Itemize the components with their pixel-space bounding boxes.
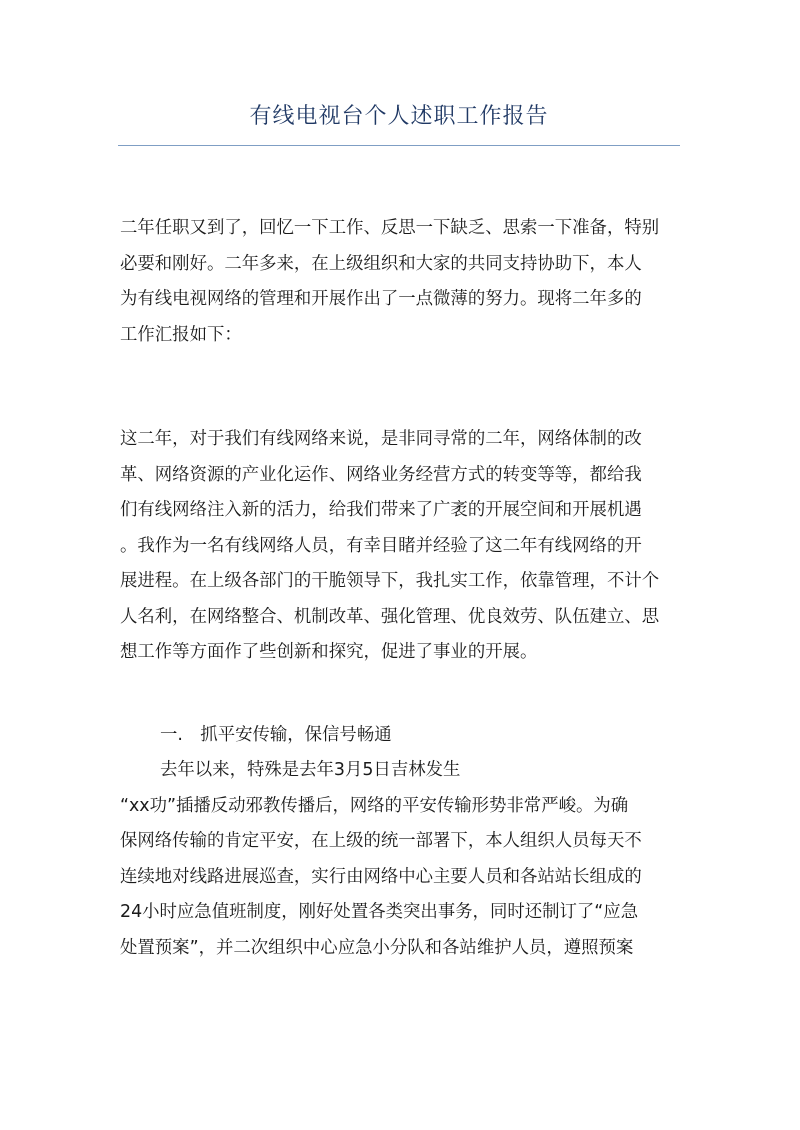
paragraph-line: 们有线网络注入新的活力，给我们带来了广袤的开展空间和开展机遇 xyxy=(120,500,642,520)
paragraph-line: 革、网络资源的产业化运作、网络业务经营方式的转变等等，都给我 xyxy=(120,464,642,485)
section-heading-text: 一. 抓平安传输，保信号畅通 xyxy=(160,725,392,745)
document-title: 有线电视台个人述职工作报告 xyxy=(249,104,549,129)
paragraph-line: 必要和刚好。二年多来，在上级组织和大家的共同支持协助下，本人 xyxy=(120,253,642,274)
paragraph-line: “xx功”插播反动邪教传播后，网络的平安传输形势非常严峻。为确 xyxy=(120,795,629,816)
paragraph-line: 保网络传输的肯定平安，在上级的统一部署下，本人组织人员每天不 xyxy=(120,831,642,851)
paragraph-line: 。我作为一名有线网络人员，有幸目睹并经验了这二年有线网络的开 xyxy=(120,535,642,556)
paragraph-line: 想工作等方面作了些创新和探究，促进了事业的开展。 xyxy=(120,642,538,662)
paragraph-line: 人名利，在网络整合、机制改革、强化管理、优良效劳、队伍建立、思 xyxy=(120,606,660,627)
paragraph-line: 二年任职又到了，回忆一下工作、反思一下缺乏、思索一下准备，特别 xyxy=(120,218,660,238)
paragraph-line: 去年以来，特殊是去年3月5日吉林发生 xyxy=(160,760,461,780)
paragraph-line: 为有线电视网络的管理和开展作出了一点微薄的努力。现将二年多的 xyxy=(120,289,642,309)
paragraph-line: 连续地对线路进展巡查，实行由网络中心主要人员和各站站长组成的 xyxy=(120,866,642,887)
paragraph-overview xyxy=(120,422,680,671)
paragraph-section-1 xyxy=(120,753,680,966)
title-divider xyxy=(118,145,680,146)
paragraph-line: 24小时应急值班制度，刚好处置各类突出事务，同时还制订了“应急 xyxy=(120,902,639,922)
paragraph-line: 处置预案”，并二次组织中心应急小分队和各站维护人员，遵照预案 xyxy=(120,937,634,958)
paragraph-line: 工作汇报如下： xyxy=(120,324,242,345)
paragraph-line: 这二年，对于我们有线网络来说，是非同寻常的二年，网络体制的改 xyxy=(120,429,642,449)
paragraph-line: 展进程。在上级各部门的干脆领导下，我扎实工作，依靠管理，不计个 xyxy=(120,571,660,591)
section-heading xyxy=(120,718,680,754)
paragraph-intro xyxy=(120,211,680,353)
